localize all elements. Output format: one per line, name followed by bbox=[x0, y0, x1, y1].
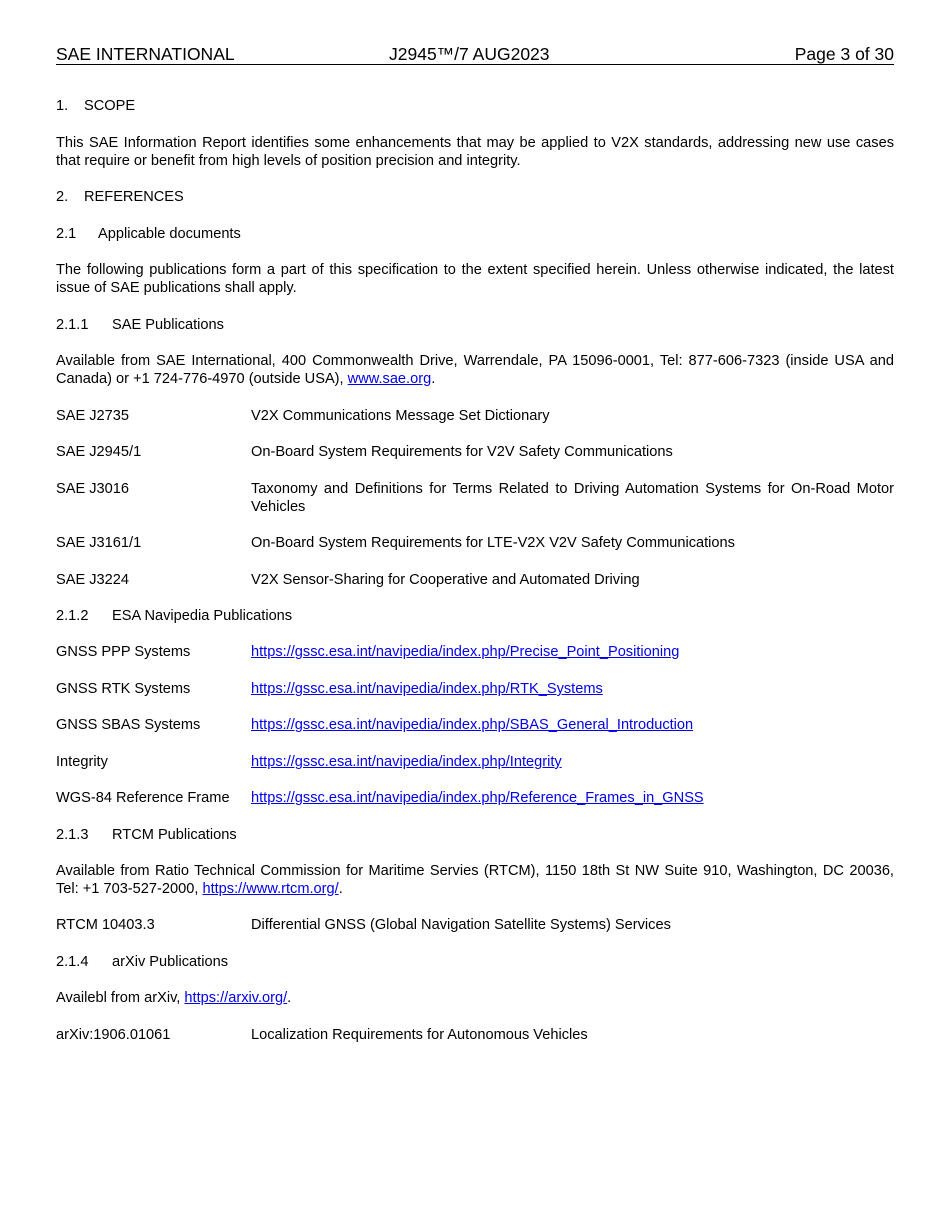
rtcm-availability-paragraph: Available from Ratio Technical Commission for Maritime Servies (RTCM), 1150 18th St NW Suite 910, Washington, DC 20036, Tel: +1 703-527-2000, https://www.rtcm.org/. bbox=[56, 863, 894, 897]
header-doc-id: J2945™/7 AUG2023 bbox=[389, 44, 550, 64]
document-page: SAE INTERNATIONAL J2945™/7 AUG2023 Page 3 of 30 1. SCOPE This SAE Information Report identifies some enhancements that may be applied to V2X standards, addressing new use cases that require or benefit from high levels of position precision and integrity. 2. REFERENCES 2.1 Applicable documents The following publications form a part of this specification to the extent specified herein. Unless otherwise indicated, the latest issue of SAE publications shall apply. 2.1.1 SAE Publications Available from SAE International, 400 Commonwealth Drive, Warrendale, PA 15096-0001, Tel: 877-606-7323 (inside USA and Canada) or +1 724-776-4970 (outside USA), www.sae.org. SAE J2735 V2X Communications Message Set Dictionary SAE J2945/1 On-Board System Requirements for V2V Safety Communications SAE J3016 Taxonomy and Definitions for Terms Related to Driving Automation Systems for On-Road Motor Vehicles SAE J3161/1 On-Board System Requirements for LTE-V2X V2V Safety Communications SAE J3224 V2X Sensor-Sharing for Cooperative and Automated Driving 2.1.2 ESA Navipedia Publications GNSS PPP Systems https://gssc.esa.int/navipedia/index.php/Precise_Point_Positioning GNSS RTK Systems https://gssc.esa.int/navipedia/index.php/RTK_Systems GNSS SBAS Systems https://gssc.esa.int/navipedia/index.php/SBAS_General_Introduction Integrity https://gssc.esa.int/navipedia/index.php/Integrity WGS-84 Reference Frame https://gssc.esa.int/navipedia/index.php/Reference_Frames_in_GNSS 2.1.3 RTCM Publications Available from Ratio Technical Commission for Maritime Servies (RTCM), 1150 18th St NW Suite 910, Washington, DC 20036, Tel: +1 703-527-2000, https://www.rtcm.org/. RTCM 10403.3 Differential GNSS (Global Navigation Satellite Systems) Services 2.1.4 arXiv Publications Availebl from arXiv, https://arxiv.org/. arXiv:1906.01061 Localization Requirements for Autonomous Vehicles bbox=[56, 44, 894, 1043]
navipedia-link[interactable]: https://gssc.esa.int/navipedia/index.php/Integrity bbox=[251, 754, 562, 770]
navipedia-link[interactable]: https://gssc.esa.int/navipedia/index.php/SBAS_General_Introduction bbox=[251, 717, 694, 733]
header-page-number: Page 3 of 30 bbox=[794, 44, 894, 64]
header-org: SAE INTERNATIONAL bbox=[56, 44, 235, 64]
subsection-heading-rtcm-publications: 2.1.3 RTCM Publications bbox=[56, 827, 237, 843]
section-heading-scope: 1. SCOPE bbox=[56, 98, 136, 114]
arxiv-availability-paragraph: Availebl from arXiv, https://arxiv.org/. bbox=[56, 990, 292, 1006]
subsection-heading-applicable-documents: 2.1 Applicable documents bbox=[56, 226, 241, 242]
navipedia-link[interactable]: https://gssc.esa.int/navipedia/index.php/Reference_Frames_in_GNSS bbox=[251, 790, 704, 806]
section-heading-references: 2. REFERENCES bbox=[56, 189, 184, 205]
navipedia-link[interactable]: https://gssc.esa.int/navipedia/index.php/RTK_Systems bbox=[251, 681, 603, 697]
rtcm-website-link[interactable]: https://www.rtcm.org/ bbox=[202, 881, 339, 897]
navipedia-link[interactable]: https://gssc.esa.int/navipedia/index.php/Precise_Point_Positioning bbox=[251, 644, 680, 660]
subsection-heading-arxiv-publications: 2.1.4 arXiv Publications bbox=[56, 954, 228, 970]
sae-website-link[interactable]: www.sae.org bbox=[347, 371, 432, 387]
page-header bbox=[56, 44, 894, 65]
subsection-heading-sae-publications: 2.1.1 SAE Publications bbox=[56, 317, 224, 333]
arxiv-website-link[interactable]: https://arxiv.org/ bbox=[184, 990, 288, 1006]
scope-paragraph: This SAE Information Report identifies some enhancements that may be applied to V2X standards, addressing new use cases that require or benefit from high levels of position precision and integrity. bbox=[56, 135, 894, 169]
subsection-heading-esa-navipedia: 2.1.2 ESA Navipedia Publications bbox=[56, 608, 293, 624]
applicable-documents-paragraph: The following publications form a part of this specification to the extent specified herein. Unless otherwise indicated, the latest issue of SAE publications shall apply. bbox=[56, 262, 894, 296]
sae-availability-paragraph: Available from SAE International, 400 Commonwealth Drive, Warrendale, PA 15096-0001, Tel: 877-606-7323 (inside USA and Canada) or +1 724-776-4970 (outside USA), www.sae.org. bbox=[56, 353, 894, 387]
